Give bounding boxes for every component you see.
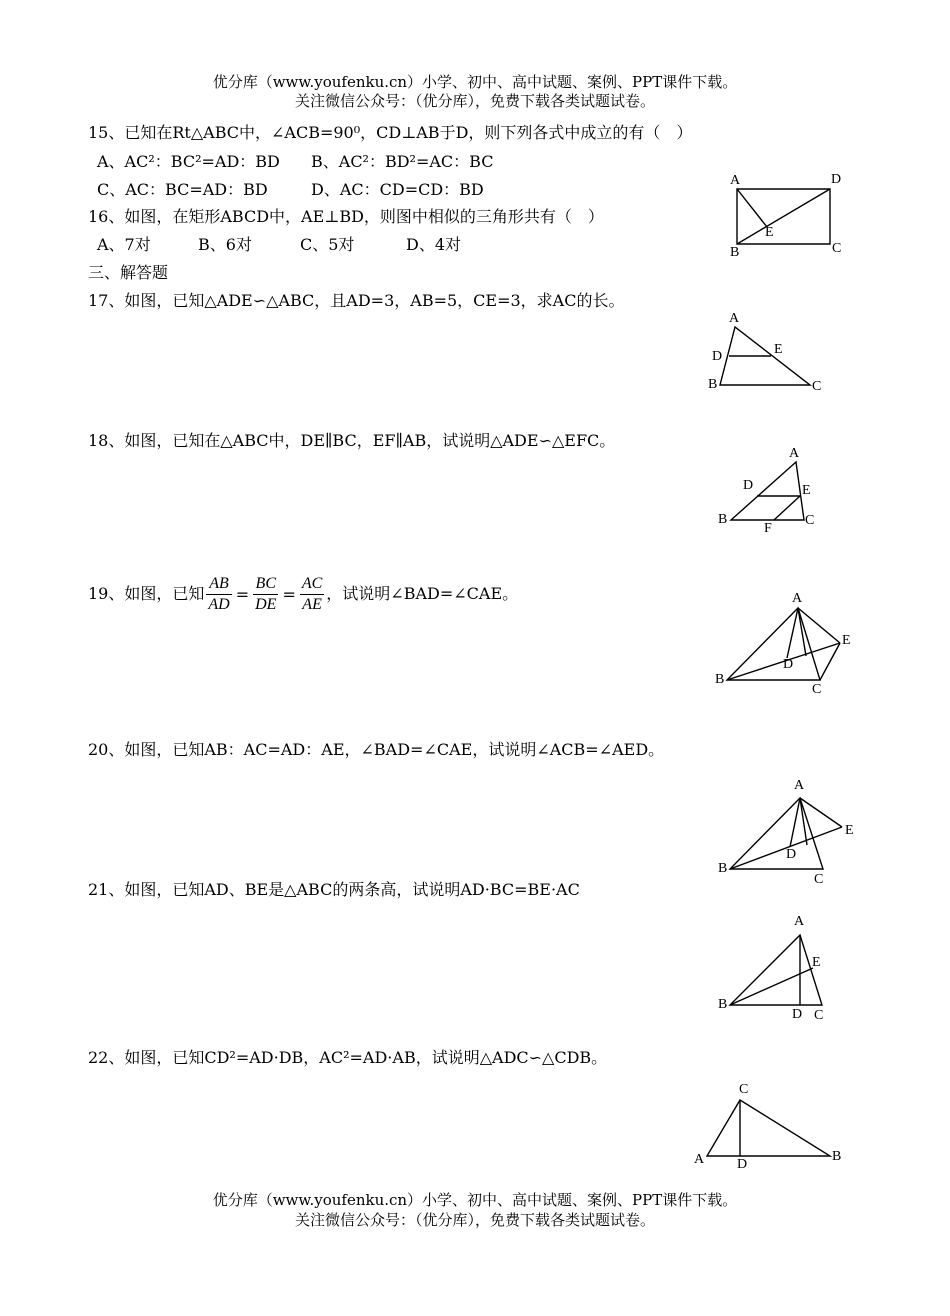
q15-option-a: A、AC²：BC²=AD：BD bbox=[97, 152, 280, 171]
footer-line-1: 优分库（www.youfenku.cn）小学、初中、高中试题、案例、PPT课件下载。 bbox=[212, 1191, 738, 1209]
label-d: D bbox=[786, 847, 797, 862]
label-b: B bbox=[718, 861, 728, 876]
label-b: B bbox=[718, 512, 728, 527]
q16-option-c: C、5对 bbox=[300, 235, 355, 254]
q17-stem: 17、如图，已知△ADE∽△ABC，且AD=3，AB=5，CE=3，求AC的长。 bbox=[88, 291, 625, 310]
q15-stem: 15、已知在Rt△ABC中，∠ACB=90⁰，CD⊥AB于D，则下列各式中成立的有（ ） bbox=[88, 123, 693, 142]
q19-fraction-1: $\frac{AB}{AD}$ bbox=[208, 575, 230, 613]
q19-fraction-2: $\frac{BC}{DE}$ bbox=[255, 575, 277, 613]
section-heading: 三、解答题 bbox=[88, 263, 169, 282]
label-e: E bbox=[845, 823, 854, 838]
q16-option-d: D、4对 bbox=[406, 235, 462, 254]
q19-equals-2: = bbox=[282, 584, 296, 604]
q16-stem: 16、如图，在矩形ABCD中，AE⊥BD，则图中相似的三角形共有（ ） bbox=[88, 207, 604, 226]
label-e: E bbox=[774, 342, 783, 357]
label-e: E bbox=[842, 633, 851, 648]
label-d: D bbox=[783, 657, 794, 672]
label-a: A bbox=[730, 173, 741, 188]
label-c: C bbox=[812, 682, 822, 697]
label-c: C bbox=[832, 241, 842, 256]
label-d: D bbox=[737, 1157, 748, 1172]
label-b: B bbox=[715, 672, 725, 687]
header-line-2: 关注微信公众号：（优分库），免费下载各类试题试卷。 bbox=[294, 92, 655, 110]
label-a: A bbox=[729, 311, 740, 326]
label-d: D bbox=[831, 172, 842, 187]
label-d: D bbox=[743, 478, 754, 493]
q15-option-b: B、AC²：BD²=AC：BC bbox=[311, 152, 494, 171]
q19-suffix: ，试说明∠BAD=∠CAE。 bbox=[326, 584, 519, 603]
q16-option-b: B、6对 bbox=[198, 235, 252, 254]
label-f: F bbox=[764, 521, 772, 536]
footer-line-2: 关注微信公众号：（优分库），免费下载各类试题试卷。 bbox=[294, 1211, 655, 1229]
q19-equals-1: = bbox=[235, 584, 250, 604]
label-d: D bbox=[712, 349, 723, 364]
q19-fraction-3: $\frac{AC}{AE}$ bbox=[301, 575, 323, 613]
label-a: A bbox=[694, 1152, 705, 1167]
label-c: C bbox=[812, 379, 822, 394]
label-e: E bbox=[812, 955, 821, 970]
q20-stem: 20、如图，已知AB：AC=AD：AE，∠BAD=∠CAE，试说明∠ACB=∠AED。 bbox=[88, 740, 665, 759]
label-b: B bbox=[718, 997, 728, 1012]
label-b: B bbox=[708, 377, 718, 392]
label-e: E bbox=[765, 225, 774, 240]
q16-option-a: A、7对 bbox=[97, 235, 151, 254]
q19-prefix: 19、如图，已知 bbox=[88, 584, 205, 603]
q15-option-d: D、AC：CD=CD：BD bbox=[311, 180, 484, 199]
header-line-1: 优分库（www.youfenku.cn）小学、初中、高中试题、案例、PPT课件下载。 bbox=[212, 73, 738, 91]
label-c: C bbox=[805, 513, 815, 528]
label-a: A bbox=[792, 591, 803, 606]
label-a: A bbox=[794, 914, 805, 929]
label-b: B bbox=[832, 1149, 842, 1164]
label-a: A bbox=[794, 778, 805, 793]
q18-stem: 18、如图，已知在△ABC中，DE∥BC，EF∥AB，试说明△ADE∽△EFC。 bbox=[88, 431, 616, 450]
label-d: D bbox=[792, 1007, 803, 1022]
q15-option-c: C、AC：BC=AD：BD bbox=[97, 180, 268, 199]
label-a: A bbox=[789, 446, 800, 461]
label-e: E bbox=[802, 483, 811, 498]
label-b: B bbox=[730, 245, 740, 260]
label-c: C bbox=[814, 1008, 824, 1023]
q21-stem: 21、如图，已知AD、BE是△ABC的两条高，试说明AD·BC=BE·AC bbox=[88, 880, 580, 899]
q22-stem: 22、如图，已知CD²=AD·DB，AC²=AD·AB，试说明△ADC∽△CDB。 bbox=[88, 1048, 608, 1067]
label-c: C bbox=[814, 872, 824, 887]
label-c: C bbox=[739, 1082, 749, 1097]
